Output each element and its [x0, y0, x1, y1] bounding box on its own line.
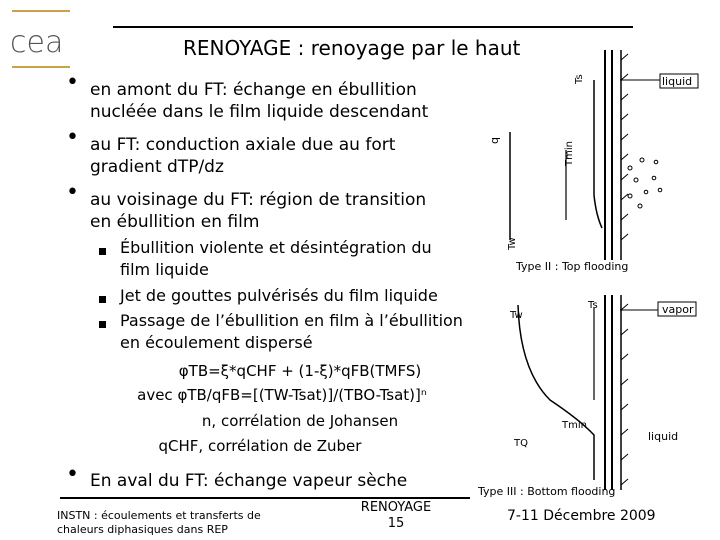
formula-line-4: qCHF, corrélation de Zuber — [158, 437, 362, 455]
bottom-vapor-label: vapor — [662, 303, 694, 316]
footer-course-line1: INSTN : écoulements et transferts de — [57, 509, 261, 522]
bullet-1-line2: nucléée dans le film liquide descendant — [90, 102, 429, 122]
bullet-1 — [90, 79, 428, 123]
flooding-figure — [470, 40, 710, 505]
title-rule — [113, 26, 633, 28]
slide-title: RENOYAGE : renoyage par le haut — [183, 36, 521, 60]
footer-rule — [60, 497, 470, 499]
sub-bullet-marker — [99, 296, 106, 303]
bullet-3-line1: au voisinage du FT: région de transition — [90, 190, 427, 210]
sub-bullet-1-line2: film liquide — [120, 260, 209, 279]
top-caption: Type II : Top flooding — [516, 260, 629, 273]
footer-section — [352, 500, 440, 532]
bottom-liquid-label: liquid — [648, 430, 679, 443]
logo-rule-bottom — [12, 66, 70, 68]
sub-bullet-1 — [120, 237, 432, 281]
footer-course — [57, 509, 261, 537]
bullet-3-line2: en ébullition en film — [90, 212, 260, 232]
sub-bullet-marker — [99, 321, 106, 328]
bottom-label-ts: Ts — [588, 300, 598, 311]
bullet-marker: • — [66, 125, 79, 150]
top-label-tmin: Tmin — [564, 141, 575, 166]
sub-bullet-1-line1: Ébullition violente et désintégration du — [120, 238, 432, 257]
bottom-label-tq: TQ — [514, 438, 528, 449]
logo-rule-top — [12, 10, 70, 12]
sub-bullet-3-line1: Passage de l’ébullition en film à l’ébullition — [120, 311, 463, 330]
top-label-ts: Ts — [574, 74, 585, 84]
formula-line-3: n, corrélation de Johansen — [201, 412, 399, 430]
bottom-label-tw: Tw — [510, 310, 523, 321]
sub-bullet-3 — [120, 310, 463, 354]
sub-bullet-2: Jet de gouttes pulvérisés du film liquide — [120, 286, 438, 305]
bottom-panel — [518, 295, 696, 490]
bullet-2-line2: gradient dTP/dz — [90, 157, 224, 177]
bullet-4: En aval du FT: échange vapeur sèche — [90, 471, 408, 491]
sub-bullet-3-line2: en écoulement dispersé — [120, 333, 313, 352]
top-liquid-label: liquid — [662, 75, 693, 88]
bullet-2 — [90, 134, 395, 178]
bullet-marker: • — [66, 462, 79, 487]
bullet-1-line1: en amont du FT: échange en ébullition — [90, 80, 417, 100]
droplets — [628, 158, 662, 208]
formula-line-2: avec φTB/qFB=[(TW-Tsat)]/(TBO-Tsat)]ⁿ — [137, 386, 427, 404]
top-label-tw: Tw — [507, 237, 518, 250]
sub-bullet-marker — [99, 248, 106, 255]
bullet-marker: • — [66, 180, 79, 205]
bottom-caption: Type III : Bottom flooding — [478, 485, 616, 498]
footer-course-line2: chaleurs diphasiques dans REP — [57, 523, 228, 536]
bullet-2-line1: au FT: conduction axiale due au fort — [90, 135, 396, 155]
bottom-label-tmin: Tmin — [562, 420, 587, 431]
footer-date: 7-11 Décembre 2009 — [507, 508, 656, 524]
top-label-q: q — [488, 137, 501, 144]
footer-page-number: 15 — [387, 516, 405, 531]
bullet-marker: • — [66, 70, 79, 95]
bullet-3 — [90, 189, 426, 233]
logo-text: cea — [10, 28, 64, 58]
footer-section-title: RENOYAGE — [360, 500, 432, 515]
formula-line-1: φTB=ξ*qCHF + (1-ξ)*qFB(TMFS) — [178, 362, 422, 380]
cea-logo — [10, 28, 72, 58]
